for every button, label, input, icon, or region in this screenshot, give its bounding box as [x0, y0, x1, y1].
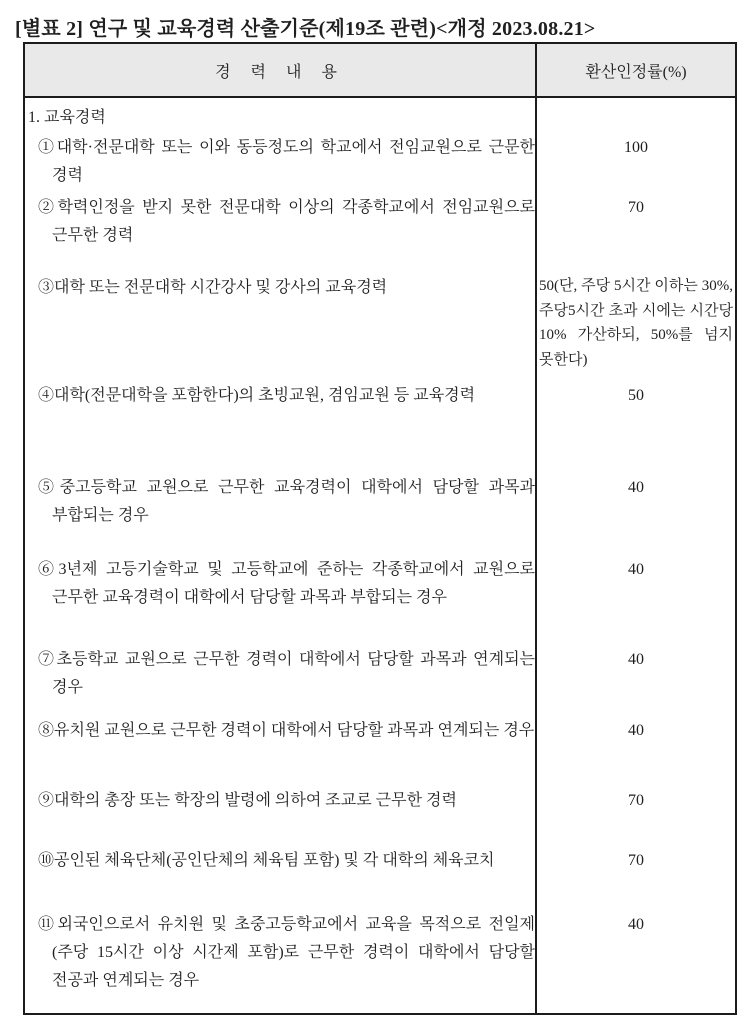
row-rate: 50: [628, 387, 644, 404]
row-content: ⑧유치원 교원으로 근무한 경력이 대학에서 담당할 과목과 연계되는 경우: [38, 722, 535, 739]
row-rate: 70: [628, 199, 644, 216]
table-body: [25, 98, 735, 1013]
row-content: ②학력인정을 받지 못한 전문대학 이상의 각종학교에서 전임교원으로 근무한 경력: [38, 199, 535, 244]
career-criteria-table: [23, 42, 737, 1015]
row-content: ⑩공인된 체육단체(공인단체의 체육팀 포함) 및 각 대학의 체육코치: [38, 852, 495, 869]
row-content: ①대학·전문대학 또는 이와 동등정도의 학교에서 전임교원으로 근문한 경력: [38, 139, 535, 184]
row-content: ⑪외국인으로서 유치원 및 초중고등학교에서 교육을 목적으로 전일제 (주당 15시간 이상 시간제 포함)로 근무한 경력이 대학에서 담당할 전공과 연계되는 경우: [38, 916, 535, 989]
row-content: ③대학 또는 전문대학 시간강사 및 강사의 교육경력: [38, 279, 388, 296]
document-title: [별표 2] 연구 및 교육경력 산출기준(제19조 관련)<개정 2023.08.21>: [15, 18, 596, 40]
row-content: ⑨대학의 총장 또는 학장의 발령에 의하여 조교로 근무한 경력: [38, 792, 457, 809]
row-content: ⑦초등학교 교원으로 근무한 경력이 대학에서 담당할 과목과 연계되는 경우: [38, 651, 535, 696]
row-rate: 70: [628, 852, 644, 869]
section-heading-education-career: 1. 교육경력: [28, 109, 106, 126]
row-content: ⑥3년제 고등기술학교 및 고등학교에 준하는 각종학교에서 교원으로 근무한 교육경력이 대학에서 담당할 과목과 부합되는 경우: [38, 561, 535, 606]
row-rate: 100: [624, 139, 648, 156]
row-rate: 40: [628, 722, 644, 739]
row-rate: 70: [628, 792, 644, 809]
row-rate: 40: [628, 561, 644, 578]
row-rate: 40: [628, 479, 644, 496]
row-rate: 50(단, 주당 5시간 이하는 30%, 주당5시간 초과 시에는 시간당 10% 가산하되, 50%를 넘지 못한다): [539, 278, 733, 368]
row-content: ⑤중고등학교 교원으로 근무한 교육경력이 대학에서 담당할 과목과 부합되는 경우: [38, 479, 535, 524]
row-content: ④대학(전문대학을 포함한다)의 초빙교원, 겸임교원 등 교육경력: [38, 387, 476, 404]
row-rate: 40: [628, 651, 644, 668]
table-header-row: [25, 44, 735, 98]
row-rate: 40: [628, 916, 644, 933]
header-cell-career-content: 경 력 내 용: [25, 44, 537, 96]
header-cell-conversion-rate: 환산인정률(%): [585, 63, 687, 81]
